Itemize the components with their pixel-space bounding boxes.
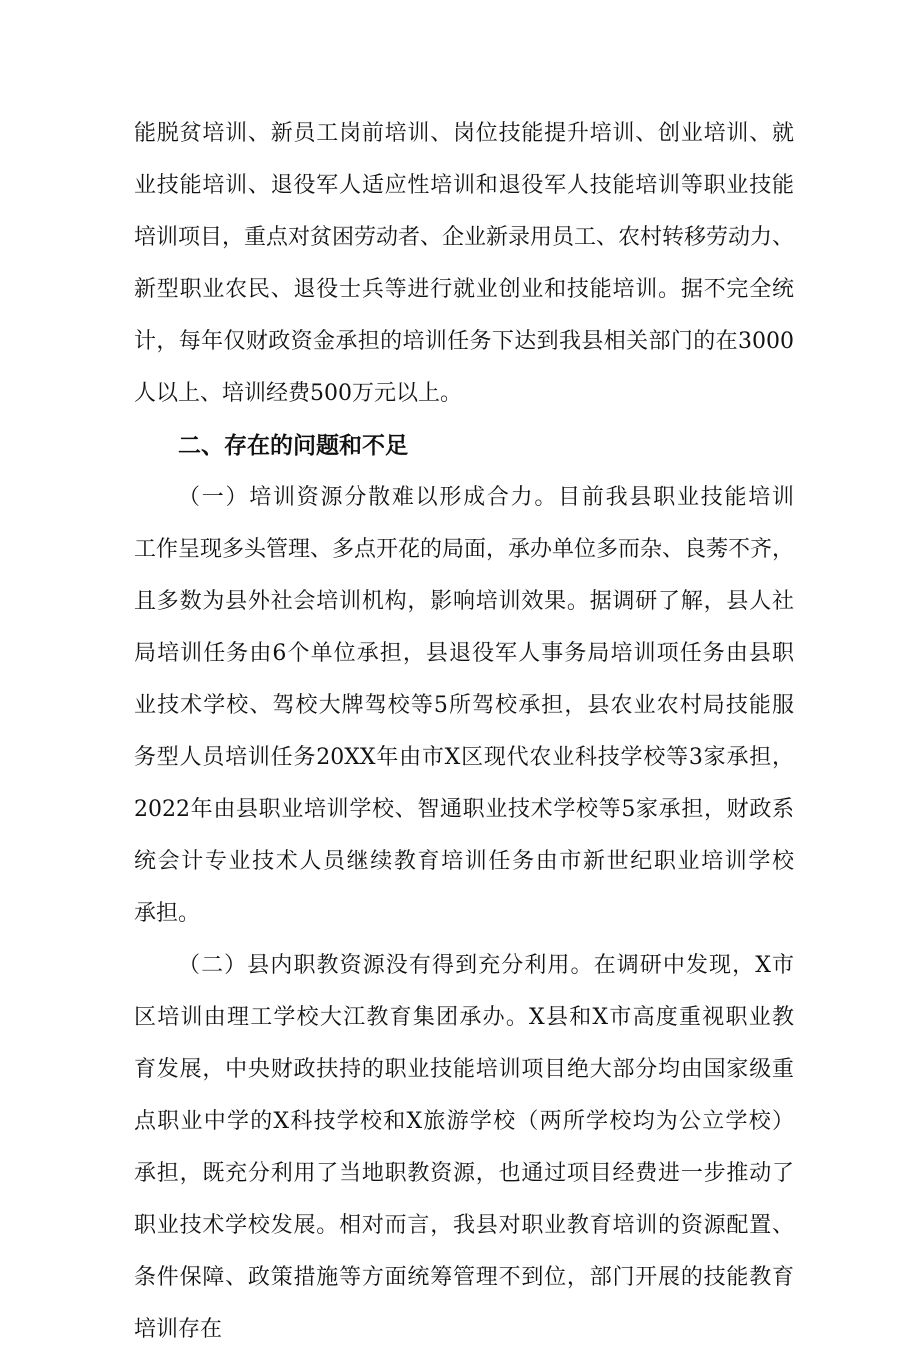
document-body xyxy=(134,108,794,1356)
text-line: 新型职业农民、退役士兵等进行就业创业和技能培训。据不完全统 xyxy=(134,277,794,302)
text-line: 培训项目，重点对贫困劳动者、企业新录用员工、农村转移劳动力、 xyxy=(134,225,795,250)
text-line: 区培训由理工学校大江教育集团承办。X县和X市高度重视职业教 xyxy=(134,1005,794,1030)
text-line: 统会计专业技术人员继续教育培训任务由市新世纪职业培训学校 xyxy=(134,849,794,874)
text-line: （一）培训资源分散难以形成合力。目前我县职业技能培训 xyxy=(178,485,794,510)
text-line: 承担，既充分利用了当地职教资源，也通过项目经费进一步推动了 xyxy=(134,1161,794,1186)
text-line: 人以上、培训经费500万元以上。 xyxy=(134,381,462,406)
paragraph-resources-underused xyxy=(134,940,794,1356)
text-line: 计，每年仅财政资金承担的培训任务下达到我县相关部门的在3000 xyxy=(134,329,794,354)
text-line: 点职业中学的X科技学校和X旅游学校（两所学校均为公立学校） xyxy=(134,1109,794,1134)
text-line: 工作呈现多头管理、多点开花的局面，承办单位多而杂、良莠不齐， xyxy=(134,537,795,562)
text-line: 条件保障、政策措施等方面统筹管理不到位，部门开展的技能教育 xyxy=(134,1265,794,1290)
text-line: 务型人员培训任务20XX年由市X区现代农业科技学校等3家承担， xyxy=(134,745,794,770)
text-line: 育发展，中央财政扶持的职业技能培训项目绝大部分均由国家级重 xyxy=(134,1057,794,1082)
section-heading: 二、存在的问题和不足 xyxy=(178,433,408,459)
text-line: 职业技术学校发展。相对而言，我县对职业教育培训的资源配置、 xyxy=(134,1213,794,1238)
text-line: 2022年由县职业培训学校、智通职业技术学校等5家承担，财政系 xyxy=(134,797,794,822)
intro-paragraph xyxy=(134,108,794,420)
text-line: 且多数为县外社会培训机构，影响培训效果。据调研了解，县人社 xyxy=(134,589,794,614)
text-line: （二）县内职教资源没有得到充分利用。在调研中发现，X市 xyxy=(178,953,794,978)
paragraph-resources-scattered xyxy=(134,472,794,940)
text-line: 承担。 xyxy=(134,901,201,926)
text-line: 能脱贫培训、新员工岗前培训、岗位技能提升培训、创业培训、就 xyxy=(134,121,794,146)
text-line: 培训存在 xyxy=(134,1317,223,1342)
text-line: 业技能培训、退役军人适应性培训和退役军人技能培训等职业技能 xyxy=(134,173,794,198)
text-line: 业技术学校、驾校大牌驾校等5所驾校承担，县农业农村局技能服 xyxy=(134,693,794,718)
text-line: 局培训任务由6个单位承担，县退役军人事务局培训项任务由县职 xyxy=(134,641,794,666)
